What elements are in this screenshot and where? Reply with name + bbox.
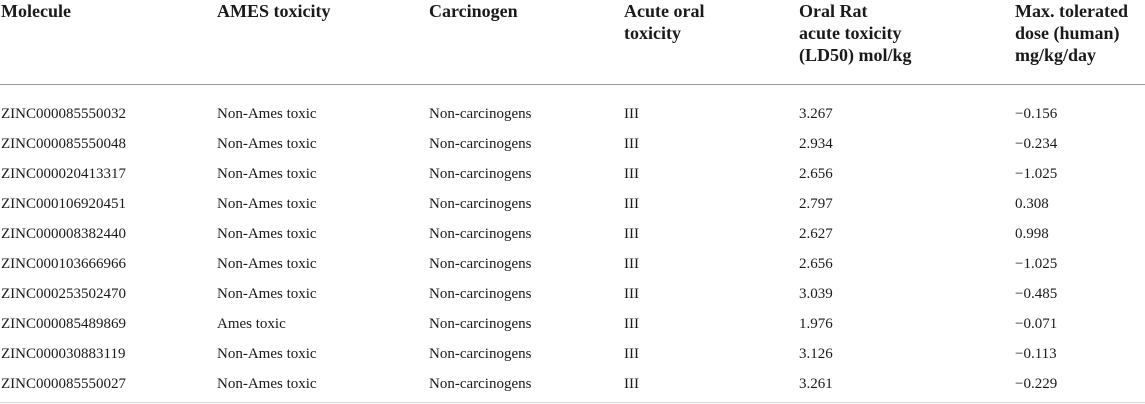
cell-ld50: 2.656 — [799, 256, 833, 272]
cell-carcinogen: Non-carcinogens — [429, 166, 532, 182]
cell-ld50: 2.934 — [799, 136, 833, 152]
cell-carcinogen: Non-carcinogens — [429, 256, 532, 272]
cell-ames: Non-Ames toxic — [217, 286, 317, 302]
cell-max-dose: −0.113 — [1015, 346, 1057, 362]
header-max-tolerated-dose: Max. tolerated dose (human) mg/kg/day — [1014, 0, 1145, 85]
header-oral-rat-ld50: Oral Rat acute toxicity (LD50) mol/kg — [798, 0, 1014, 85]
cell-ld50: 3.261 — [799, 376, 833, 392]
cell-ames: Ames toxic — [217, 316, 286, 332]
cell-acute-oral: III — [624, 376, 639, 392]
cell-carcinogen: Non-carcinogens — [429, 226, 532, 242]
table-row — [0, 159, 1145, 189]
table-row — [0, 219, 1145, 249]
cell-ames: Non-Ames toxic — [217, 346, 317, 362]
header-molecule: Molecule — [0, 0, 216, 85]
cell-acute-oral: III — [624, 316, 639, 332]
cell-molecule: ZINC000085489869 — [1, 316, 126, 332]
table-row — [0, 279, 1145, 309]
table-row — [0, 369, 1145, 399]
cell-ames: Non-Ames toxic — [217, 196, 317, 212]
table-header — [0, 0, 1145, 85]
cell-acute-oral: III — [624, 196, 639, 212]
table-row — [0, 189, 1145, 219]
cell-ld50: 3.039 — [799, 286, 833, 302]
cell-max-dose: −0.485 — [1015, 286, 1058, 302]
cell-max-dose: 0.998 — [1015, 226, 1049, 242]
cell-carcinogen: Non-carcinogens — [429, 106, 532, 122]
cell-ld50: 3.126 — [799, 346, 833, 362]
cell-ld50: 2.797 — [799, 196, 833, 212]
table-row — [0, 85, 1145, 130]
header-row — [0, 0, 1145, 85]
cell-ames: Non-Ames toxic — [217, 166, 317, 182]
cell-acute-oral: III — [624, 286, 639, 302]
cell-ld50: 3.267 — [799, 106, 833, 122]
cell-ld50: 2.627 — [799, 226, 833, 242]
table-row — [0, 309, 1145, 339]
cell-max-dose: 0.308 — [1015, 196, 1049, 212]
cell-max-dose: −0.071 — [1015, 316, 1058, 332]
cell-ld50: 2.656 — [799, 166, 833, 182]
cell-acute-oral: III — [624, 106, 639, 122]
table-row — [0, 249, 1145, 279]
cell-max-dose: −0.156 — [1015, 106, 1058, 122]
cell-molecule: ZINC000008382440 — [1, 226, 126, 242]
table-bottom-rule — [0, 402, 1145, 403]
cell-acute-oral: III — [624, 256, 639, 272]
cell-carcinogen: Non-carcinogens — [429, 136, 532, 152]
cell-molecule: ZINC000106920451 — [1, 196, 126, 212]
header-acute-oral-toxicity: Acute oral toxicity — [623, 0, 798, 85]
cell-max-dose: −1.025 — [1015, 256, 1058, 272]
cell-molecule: ZINC000020413317 — [1, 166, 126, 182]
cell-molecule: ZINC000103666966 — [1, 256, 126, 272]
cell-acute-oral: III — [624, 166, 639, 182]
header-ames-toxicity: AMES toxicity — [216, 0, 428, 85]
cell-ames: Non-Ames toxic — [217, 226, 317, 242]
cell-acute-oral: III — [624, 136, 639, 152]
cell-carcinogen: Non-carcinogens — [429, 196, 532, 212]
cell-ames: Non-Ames toxic — [217, 376, 317, 392]
cell-carcinogen: Non-carcinogens — [429, 376, 532, 392]
cell-molecule: ZINC000030883119 — [1, 346, 126, 362]
table-row — [0, 339, 1145, 369]
header-carcinogen: Carcinogen — [428, 0, 623, 85]
cell-ld50: 1.976 — [799, 316, 833, 332]
cell-acute-oral: III — [624, 226, 639, 242]
cell-molecule: ZINC000085550027 — [1, 376, 126, 392]
table-body — [0, 85, 1145, 400]
cell-carcinogen: Non-carcinogens — [429, 346, 532, 362]
table-row — [0, 129, 1145, 159]
cell-molecule: ZINC000253502470 — [1, 286, 126, 302]
cell-ames: Non-Ames toxic — [217, 106, 317, 122]
cell-max-dose: −1.025 — [1015, 166, 1058, 182]
cell-max-dose: −0.229 — [1015, 376, 1058, 392]
cell-ames: Non-Ames toxic — [217, 136, 317, 152]
cell-molecule: ZINC000085550048 — [1, 136, 126, 152]
cell-carcinogen: Non-carcinogens — [429, 286, 532, 302]
cell-carcinogen: Non-carcinogens — [429, 316, 532, 332]
cell-max-dose: −0.234 — [1015, 136, 1058, 152]
cell-molecule: ZINC000085550032 — [1, 106, 126, 122]
cell-ames: Non-Ames toxic — [217, 256, 317, 272]
cell-acute-oral: III — [624, 346, 639, 362]
